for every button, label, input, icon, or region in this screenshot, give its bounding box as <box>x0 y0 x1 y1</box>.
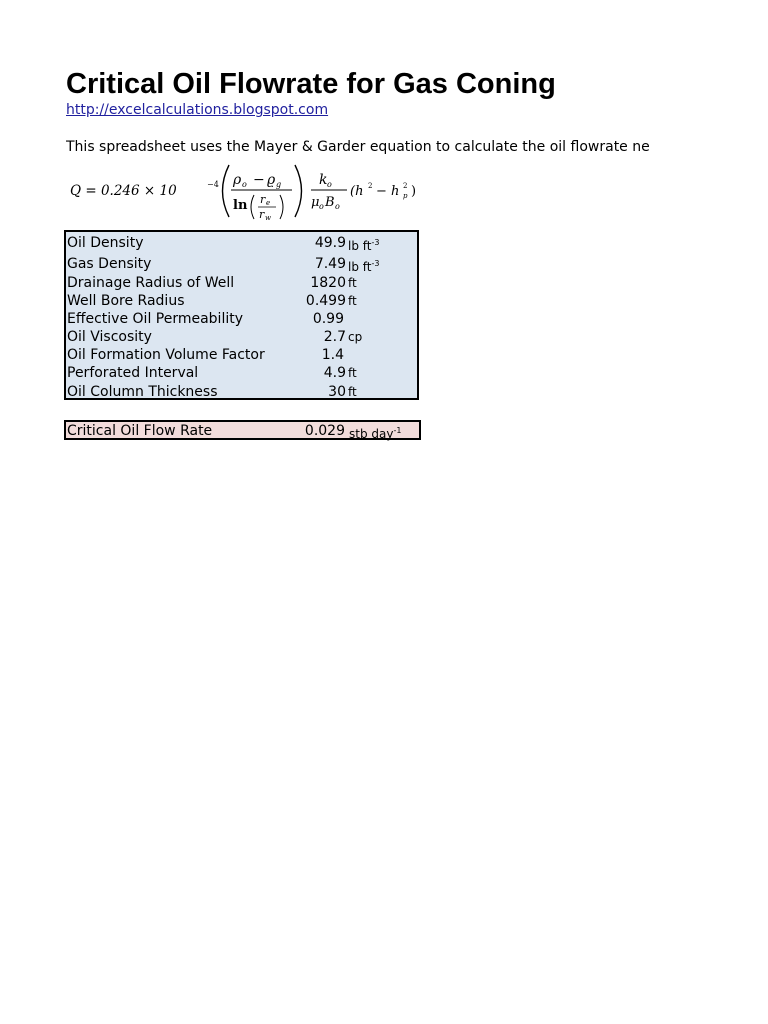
mayer-garder-formula <box>70 162 430 220</box>
description-text: This spreadsheet uses the Mayer & Garder equation to calculate the oil flowrate ne <box>66 139 650 155</box>
cell-unit: cp <box>348 330 363 344</box>
row-well-bore-radius <box>66 292 417 310</box>
rho-oil-sub: o <box>242 180 247 189</box>
cell-value[interactable]: 4.9 <box>323 365 346 381</box>
row-perforated-interval <box>66 364 417 382</box>
row-oil-column-thickness <box>66 383 417 401</box>
cell-label: Oil Column Thickness <box>67 384 218 400</box>
cell-label: Gas Density <box>67 256 152 272</box>
cell-value[interactable]: 1820 <box>310 275 346 291</box>
cell-unit: lb $ft^{-3}$ <box>348 259 380 274</box>
cell-label: Oil Formation Volume Factor <box>67 347 265 363</box>
hp-sub: p <box>403 192 408 200</box>
cell-value[interactable]: 2.7 <box>323 329 346 345</box>
formula-graphic <box>70 162 430 220</box>
cell-label: Drainage Radius of Well <box>67 275 235 291</box>
b: B <box>325 195 335 210</box>
rw: r <box>259 208 265 220</box>
re-sub: e <box>266 199 271 207</box>
tail-close: ) <box>411 184 417 199</box>
minus-sign: − <box>253 172 265 188</box>
cell-label: Oil Density <box>67 235 144 251</box>
k: k <box>319 172 328 188</box>
cell-value[interactable]: 1.4 <box>321 347 344 363</box>
hp-sq: 2 <box>403 182 408 190</box>
cell-label: Oil Viscosity <box>67 329 152 345</box>
cell-unit: ft <box>348 366 357 380</box>
cell-value[interactable]: 0.99 <box>312 311 344 327</box>
page-title: Critical Oil Flowrate for Gas Coning <box>66 68 556 100</box>
row-drainage-radius <box>66 274 417 292</box>
rho-gas-sub: g <box>276 180 282 189</box>
cell-value[interactable]: 7.49 <box>314 256 346 272</box>
tail-open: (h <box>350 184 364 199</box>
cell-label: Well Bore Radius <box>67 293 185 309</box>
mu: μ <box>311 195 320 210</box>
cell-unit: ft <box>348 276 357 290</box>
row-critical-flow-rate <box>66 422 419 440</box>
rho-gas: ϱ <box>267 172 276 188</box>
result-label: Critical Oil Flow Rate <box>67 423 213 439</box>
formula-lhs: Q = 0.246 × 10 <box>70 183 177 199</box>
row-formation-volume-factor <box>66 346 417 364</box>
result-unit: stb day$^{-1}$ <box>349 426 402 441</box>
b-sub: o <box>335 202 340 211</box>
blog-link[interactable]: http://excelcalculations.blogspot.com <box>66 102 329 118</box>
cell-unit: ft <box>348 294 357 308</box>
cell-value[interactable]: 30 <box>328 384 346 400</box>
tail-minus: − h <box>376 184 400 199</box>
rho-oil: ρ <box>233 172 242 188</box>
cell-label: Effective Oil Permeability <box>67 311 244 327</box>
result-value[interactable]: 0.029 <box>304 423 345 439</box>
cell-unit: ft <box>348 385 357 399</box>
row-oil-viscosity <box>66 328 417 346</box>
tail-sq: 2 <box>368 182 373 190</box>
formula-exponent: −4 <box>207 180 219 189</box>
row-oil-permeability <box>66 310 417 328</box>
input-table <box>64 230 419 400</box>
k-sub: o <box>327 180 332 189</box>
cell-value[interactable]: 0.499 <box>305 293 346 309</box>
re: r <box>260 193 266 206</box>
mu-sub: o <box>319 202 324 211</box>
cell-unit: lb $ft^{-3}$ <box>348 238 380 253</box>
cell-value[interactable]: 49.9 <box>314 235 346 251</box>
result-table <box>64 420 421 440</box>
ln-text: ln <box>233 198 248 213</box>
row-gas-density <box>66 255 417 273</box>
row-oil-density <box>66 234 417 252</box>
cell-label: Perforated Interval <box>67 365 199 381</box>
rw-sub: w <box>265 214 271 220</box>
